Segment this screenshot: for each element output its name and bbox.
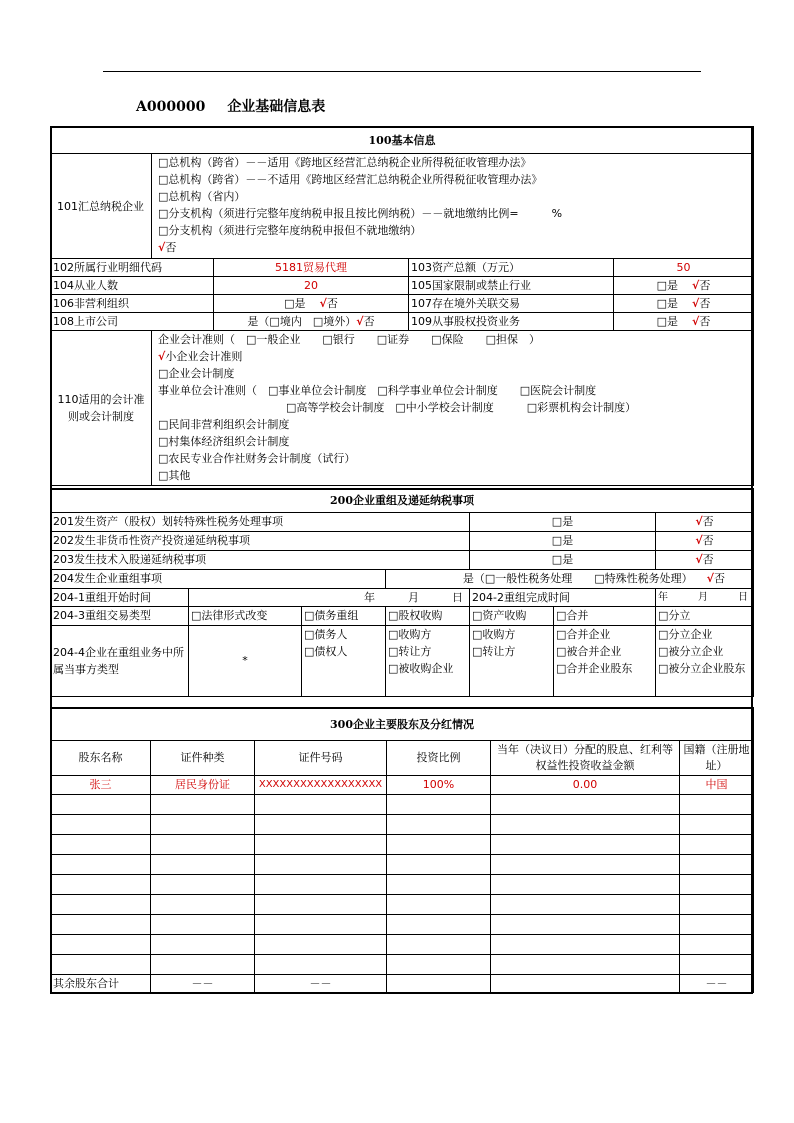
- basic-info-table: [50, 126, 754, 486]
- col-header-nationality: 国籍（注册地址）: [680, 741, 754, 776]
- shareholder-nationality[interactable]: 中国: [680, 776, 754, 795]
- r204-options[interactable]: 是（□一般性税务处理 □特殊性税务处理） √否: [386, 570, 754, 589]
- r108-label: 108上市公司: [51, 313, 214, 331]
- r2044-star: *: [189, 626, 302, 697]
- footer-label: 其余股东合计: [51, 975, 151, 993]
- footer-id-number: －－: [255, 975, 387, 993]
- r110-label: 110适用的会计准则或会计制度: [51, 331, 152, 486]
- r2043-type-equity[interactable]: □股权收购: [386, 607, 470, 626]
- check-mark-icon: √: [692, 314, 700, 328]
- check-mark-icon: √: [319, 296, 327, 310]
- r106-options[interactable]: □是 √否: [214, 295, 409, 313]
- r110-line2[interactable]: √小企业会计准则: [158, 350, 243, 363]
- shareholder-id-type[interactable]: 居民身份证: [151, 776, 255, 795]
- r105-label: 105国家限制或禁止行业: [409, 277, 614, 295]
- r110-line3[interactable]: □企业会计制度: [158, 367, 235, 380]
- r110-line6[interactable]: □民间非营利组织会计制度: [158, 418, 290, 431]
- r107-label: 107存在境外关联交易: [409, 295, 614, 313]
- reorganization-table: [50, 488, 754, 697]
- shareholder-dividend[interactable]: 0.00: [491, 776, 680, 795]
- table-row[interactable]: [51, 955, 754, 975]
- r101-opt5[interactable]: □分支机构（须进行完整年度纳税申报但不就地缴纳）: [158, 224, 422, 237]
- r203-label: 203发生技术入股递延纳税事项: [51, 551, 470, 570]
- r2044-equity: □收购方 □转让方 □被收购企业: [386, 626, 470, 697]
- r2044-split: □分立企业 □被分立企业 □被分立企业股东: [656, 626, 754, 697]
- r110-line9[interactable]: □其他: [158, 469, 191, 482]
- r101-opt1[interactable]: □总机构（跨省）－－适用《跨地区经营汇总纳税企业所得税征收管理办法》: [158, 156, 532, 169]
- r110-line4[interactable]: 事业单位会计准则（ □事业单位会计制度 □科学事业单位会计制度 □医院会计制度: [158, 384, 597, 397]
- r2043-type-asset[interactable]: □资产收购: [470, 607, 554, 626]
- r2044-merge: □合并企业 □被合并企业 □合并企业股东: [554, 626, 656, 697]
- r203-no[interactable]: √否: [656, 551, 754, 570]
- table-row[interactable]: [51, 835, 754, 855]
- r201-label: 201发生资产（股权）划转特殊性税务处理事项: [51, 513, 470, 532]
- r2041-label: 204-1重组开始时间: [51, 589, 189, 607]
- footer-id-type: －－: [151, 975, 255, 993]
- r110-line8[interactable]: □农民专业合作社财务会计制度（试行）: [158, 452, 356, 465]
- header-rule: [103, 71, 701, 72]
- r110-line1[interactable]: 企业会计准则（ □一般企业 □银行 □证券 □保险 □担保 ）: [158, 333, 540, 346]
- section-200-title: 200企业重组及递延纳税事项: [51, 489, 754, 513]
- r108-options[interactable]: 是（□境内 □境外）√否: [214, 313, 409, 331]
- r101-opt2[interactable]: □总机构（跨省）－－不适用《跨地区经营汇总纳税企业所得税征收管理办法》: [158, 173, 543, 186]
- check-mark-icon: √: [695, 534, 703, 547]
- r106-label: 106非营利组织: [51, 295, 214, 313]
- table-row[interactable]: [51, 875, 754, 895]
- r2043-type-legal[interactable]: □法律形式改变: [189, 607, 302, 626]
- r2044-label: 204-4企业在重组业务中所属当事方类型: [51, 626, 189, 697]
- shareholder-table: [50, 707, 754, 993]
- col-header-id-type: 证件种类: [151, 741, 255, 776]
- r2043-label: 204-3重组交易类型: [51, 607, 189, 626]
- col-header-id-number: 证件号码: [255, 741, 387, 776]
- r202-label: 202发生非货币性资产投资递延纳税事项: [51, 532, 470, 551]
- col-header-name: 股东名称: [51, 741, 151, 776]
- form-code: A000000: [136, 99, 206, 115]
- r204-label: 204发生企业重组事项: [51, 570, 386, 589]
- check-mark-icon: √: [692, 296, 700, 310]
- section-100-title: 100基本信息: [51, 127, 754, 154]
- form-name: 企业基础信息表: [227, 99, 326, 115]
- r202-no[interactable]: √否: [656, 532, 754, 551]
- r110-line7[interactable]: □村集体经济组织会计制度: [158, 435, 290, 448]
- r2044-debt: □债务人 □债权人: [302, 626, 386, 697]
- r2041-date[interactable]: 年 月 日: [189, 589, 470, 607]
- r110-options: [152, 331, 754, 486]
- col-header-dividend: 当年（决议日）分配的股息、红利等权益性投资收益金额: [491, 741, 680, 776]
- r104-value[interactable]: 20: [214, 277, 409, 295]
- r104-label: 104从业人数: [51, 277, 214, 295]
- r2043-type-split[interactable]: □分立: [656, 607, 754, 626]
- r2042-label: 204-2重组完成时间: [470, 589, 656, 607]
- r101-options: [152, 154, 754, 259]
- shareholder-id-number[interactable]: XXXXXXXXXXXXXXXXXX: [255, 776, 387, 795]
- shareholder-ratio[interactable]: 100%: [387, 776, 491, 795]
- check-mark-icon: √: [356, 314, 364, 328]
- check-mark-icon: √: [695, 515, 703, 528]
- r201-yes[interactable]: □是: [470, 513, 656, 532]
- r202-yes[interactable]: □是: [470, 532, 656, 551]
- footer-nationality: －－: [680, 975, 754, 993]
- r103-label: 103资产总额（万元）: [409, 259, 614, 277]
- footer-row: [51, 975, 754, 993]
- r102-label: 102所属行业明细代码: [51, 259, 214, 277]
- r101-opt3[interactable]: □总机构（省内）: [158, 190, 246, 203]
- r103-value[interactable]: 50: [614, 259, 754, 277]
- table-row[interactable]: [51, 915, 754, 935]
- check-mark-icon: √: [158, 350, 166, 363]
- table-row[interactable]: [51, 815, 754, 835]
- r109-label: 109从事股权投资业务: [409, 313, 614, 331]
- r110-line5[interactable]: □高等学校会计制度 □中小学校会计制度 □彩票机构会计制度）: [286, 401, 637, 414]
- r107-options[interactable]: □是 √否: [614, 295, 754, 313]
- r2044-asset: □收购方 □转让方: [470, 626, 554, 697]
- col-header-ratio: 投资比例: [387, 741, 491, 776]
- r109-options[interactable]: □是 √否: [614, 313, 754, 331]
- r101-label: 101汇总纳税企业: [51, 154, 152, 259]
- form-title: [136, 96, 325, 116]
- r101-opt4[interactable]: □分支机构（须进行完整年度纳税申报且按比例纳税）－－就地缴纳比例= %: [158, 207, 563, 220]
- table-row[interactable]: [51, 935, 754, 955]
- table-row[interactable]: [51, 795, 754, 815]
- r203-yes[interactable]: □是: [470, 551, 656, 570]
- r101-opt-no[interactable]: √否: [158, 241, 177, 254]
- r105-options[interactable]: □是 √否: [614, 277, 754, 295]
- r102-value[interactable]: 5181贸易代理: [214, 259, 409, 277]
- check-mark-icon: √: [158, 241, 166, 254]
- r2043-type-merge[interactable]: □合并: [554, 607, 656, 626]
- check-mark-icon: √: [695, 553, 703, 566]
- check-mark-icon: √: [706, 572, 714, 585]
- table-row[interactable]: [51, 855, 754, 875]
- shareholder-name[interactable]: 张三: [51, 776, 151, 795]
- r2042-date[interactable]: 年 月 日: [656, 589, 754, 607]
- section-300-title: 300企业主要股东及分红情况: [51, 708, 754, 741]
- r201-no[interactable]: √否: [656, 513, 754, 532]
- check-mark-icon: √: [692, 278, 700, 292]
- table-row[interactable]: [51, 895, 754, 915]
- table-row: [51, 776, 754, 795]
- r2043-type-debt[interactable]: □债务重组: [302, 607, 386, 626]
